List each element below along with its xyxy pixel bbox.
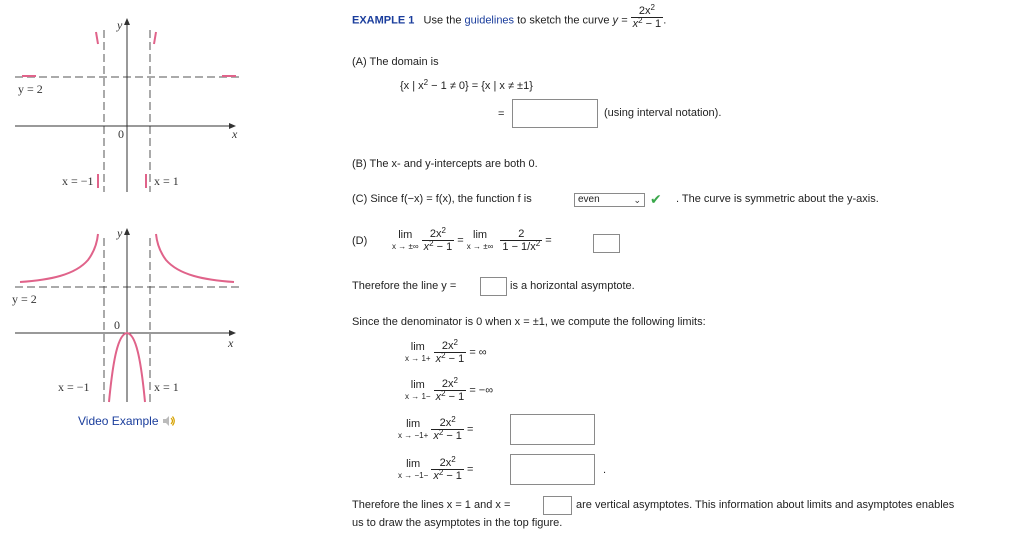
- partC-after: . The curve is symmetric about the y-axis.: [676, 193, 879, 205]
- vertical-asymptote-input[interactable]: [543, 496, 572, 515]
- vasym-right-label: x = 1: [154, 380, 179, 394]
- since-text: Since the denominator is 0 when x = ±1, we compute the following limits:: [352, 316, 706, 328]
- curve-right-branch: [156, 234, 234, 282]
- y-label: y =: [612, 14, 628, 27]
- intro-text-2: to sketch the curve: [517, 14, 610, 27]
- bottom-graph: [0, 220, 260, 410]
- partA-label: (A) The domain is: [352, 56, 439, 68]
- therefore-tail: is a horizontal asymptote.: [510, 280, 635, 292]
- hasym-label: y = 2: [18, 82, 43, 96]
- conclusion-line1-pre: Therefore the lines x = 1 and x =: [352, 499, 511, 511]
- video-example-link[interactable]: [78, 414, 176, 428]
- limit-period: .: [603, 464, 607, 476]
- x-axis-label: x: [232, 127, 238, 141]
- limit-row-2: lim x → 1− $\frac{2x^2}{x^2 - 1}$ = −∞: [405, 376, 494, 403]
- limit-neg1-minus-input[interactable]: [510, 454, 595, 485]
- interval-note: (using interval notation).: [604, 107, 722, 119]
- domain-set: {x | $x^2 - 1 \ne 0\} = \{x$ | x ≠ ±1}: [400, 78, 533, 92]
- curve-left-branch: [20, 234, 98, 282]
- parity-select[interactable]: [574, 193, 645, 207]
- parity-selected: even: [578, 194, 600, 205]
- therefore-text: Therefore the line y =: [352, 280, 457, 292]
- example-title: EXAMPLE 1: [352, 14, 415, 27]
- guidelines-link[interactable]: guidelines: [464, 14, 515, 27]
- conclusion-line1-post: are vertical asymptotes. This information about limits and asymptotes enables: [576, 499, 955, 511]
- intro-text: Use the: [423, 14, 462, 27]
- partD-label: (D): [352, 235, 368, 247]
- limit-row-3: lim x → −1+ $\frac{2x^2}{x^2 - 1}$ =: [398, 415, 474, 442]
- y-axis-label: y: [117, 226, 123, 240]
- origin-label: 0: [114, 318, 120, 332]
- check-icon: ✔: [650, 191, 662, 207]
- y-axis-label: y: [117, 18, 123, 32]
- hasym-label: y = 2: [12, 292, 37, 306]
- vasym-left-label: x = −1: [62, 174, 94, 188]
- speaker-icon: [162, 415, 176, 427]
- origin-label: 0: [118, 127, 124, 141]
- limit-infinity-input[interactable]: [593, 234, 620, 253]
- limit-infinity-expression: lim x → ±∞ $\frac{2x^2}{x^2 - 1}$ = lim x → ±∞ $\frac{2}{1 - 1/x^2}$ =: [392, 226, 552, 253]
- vasym-left-label: x = −1: [58, 380, 90, 394]
- conclusion-line2: us to draw the asymptotes in the top figure.: [352, 517, 563, 529]
- top-graph: [0, 0, 260, 200]
- domain-interval-input[interactable]: [512, 99, 598, 128]
- example-header: EXAMPLE 1 Use the guidelines to sketch the curve y = $\frac{2x^2}{x^2 - 1}$ .: [352, 3, 667, 30]
- chevron-down-icon: ⌄: [633, 195, 641, 205]
- limit-row-4: lim x → −1− $\frac{2x^2}{x^2 - 1}$ =: [398, 455, 474, 482]
- limit-row-1: lim x → 1+ $\frac{2x^2}{x^2 - 1}$ = ∞: [405, 338, 487, 365]
- limit-neg1-plus-input[interactable]: [510, 414, 595, 445]
- partC-text: (C) Since f(−x) = f(x), the function f is: [352, 193, 532, 205]
- partB-text: (B) The x- and y-intercepts are both 0.: [352, 158, 538, 170]
- video-example-label: Video Example: [78, 414, 159, 428]
- vasym-right-label: x = 1: [154, 174, 179, 188]
- curve-fraction: $\frac{2x^2}{x^2 - 1}$: [632, 3, 662, 30]
- horizontal-asymptote-input[interactable]: [480, 277, 507, 296]
- x-axis-label: x: [228, 336, 234, 350]
- domain-equals: =: [498, 108, 505, 120]
